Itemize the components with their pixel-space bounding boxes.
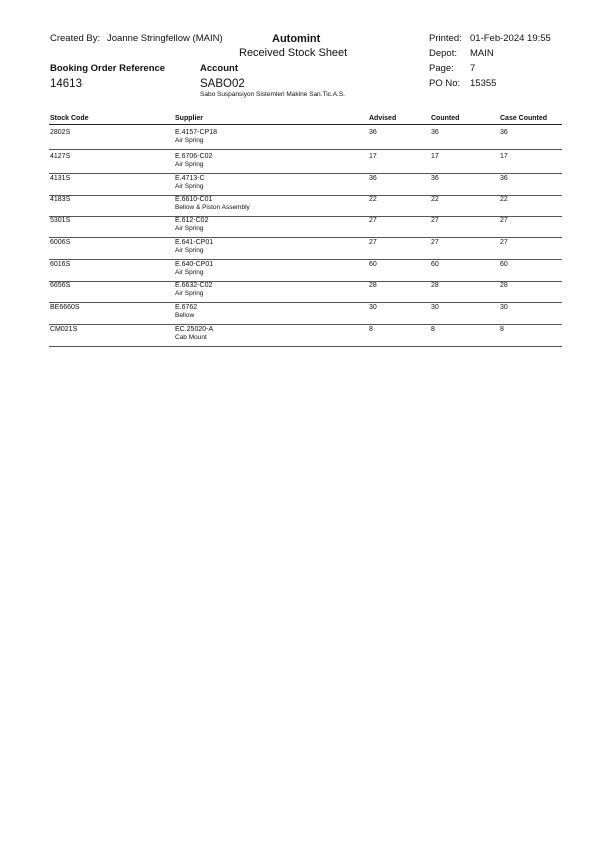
case-counted-qty: 17 [500, 153, 508, 160]
stock-code: 4131S [50, 175, 71, 182]
stock-code: 4127S [50, 153, 71, 160]
col-supplier: Supplier [175, 115, 204, 122]
advised-qty: 36 [369, 175, 377, 182]
printed-value: 01-Feb-2024 19:55 [470, 33, 551, 44]
table-row [49, 126, 562, 150]
table-row [49, 150, 562, 174]
item-description: Air Spring [175, 269, 204, 276]
booking-ref-value: 14613 [50, 78, 82, 90]
stock-code: CM021S [50, 326, 78, 333]
table-row [49, 301, 562, 325]
case-counted-qty: 28 [500, 282, 508, 289]
booking-ref-label: Booking Order Reference [50, 63, 166, 74]
advised-qty: 28 [369, 282, 377, 289]
sheet-title: Received Stock Sheet [239, 47, 348, 59]
supplier-code: E.612-C02 [175, 217, 209, 224]
supplier-code: E.6632-C02 [175, 282, 213, 289]
counted-qty: 28 [431, 282, 439, 289]
col-advised: Advised [369, 115, 397, 122]
stock-code: BE6660S [50, 304, 80, 311]
page-value: 7 [470, 63, 476, 74]
table-row [49, 323, 562, 347]
counted-qty: 8 [431, 326, 435, 333]
supplier-code: E.6762 [175, 304, 198, 311]
case-counted-qty: 30 [500, 304, 508, 311]
stock-code: 6656S [50, 282, 71, 289]
created-by-value: Joanne Stringfellow (MAIN) [107, 33, 223, 44]
created-by-label: Created By: [50, 33, 101, 44]
col-counted: Counted [431, 115, 460, 122]
counted-qty: 60 [431, 261, 439, 268]
case-counted-qty: 22 [500, 196, 508, 203]
case-counted-qty: 36 [500, 129, 508, 136]
item-description: Bellow & Piston Assembly [175, 204, 250, 211]
account-label: Account [200, 63, 238, 74]
advised-qty: 36 [369, 129, 377, 136]
item-description: Air Spring [175, 290, 204, 297]
case-counted-qty: 60 [500, 261, 508, 268]
supplier-code: E.4157-CP18 [175, 129, 218, 136]
depot-value: MAIN [470, 48, 494, 59]
supplier-code: E.6706-C02 [175, 153, 213, 160]
counted-qty: 17 [431, 153, 439, 160]
po-label: PO No: [429, 78, 461, 89]
counted-qty: 36 [431, 175, 439, 182]
counted-qty: 27 [431, 217, 439, 224]
printed-label: Printed: [429, 33, 462, 44]
po-value: 15355 [470, 78, 497, 89]
counted-qty: 27 [431, 239, 439, 246]
item-description: Air Spring [175, 137, 204, 144]
supplier-code: E.640-CP01 [175, 261, 214, 268]
item-description: Air Spring [175, 247, 204, 254]
advised-qty: 22 [369, 196, 377, 203]
supplier-code: EC.25020-A [175, 326, 214, 333]
page-label: Page: [429, 63, 454, 74]
item-description: Air Spring [175, 225, 204, 232]
advised-qty: 30 [369, 304, 377, 311]
counted-qty: 22 [431, 196, 439, 203]
header-rule [49, 124, 562, 125]
item-description: Cab Mount [175, 334, 207, 341]
counted-qty: 30 [431, 304, 439, 311]
table-row [49, 279, 562, 303]
advised-qty: 60 [369, 261, 377, 268]
case-counted-qty: 8 [500, 326, 504, 333]
col-stock-code: Stock Code [50, 115, 89, 122]
stock-code: 6006S [50, 239, 71, 246]
stock-code: 6016S [50, 261, 71, 268]
advised-qty: 27 [369, 239, 377, 246]
supplier-code: E.641-CP01 [175, 239, 214, 246]
table-row [49, 214, 562, 238]
col-case-counted: Case Counted [500, 115, 548, 122]
advised-qty: 8 [369, 326, 373, 333]
case-counted-qty: 36 [500, 175, 508, 182]
supplier-code: E.6610-C01 [175, 196, 213, 203]
case-counted-qty: 27 [500, 239, 508, 246]
account-name: Sabo Suspansiyon Sistemleri Makine San.Tic.A.S. [200, 91, 345, 98]
item-description: Air Spring [175, 161, 204, 168]
item-description: Air Spring [175, 183, 204, 190]
stock-code: 4183S [50, 196, 71, 203]
advised-qty: 27 [369, 217, 377, 224]
advised-qty: 17 [369, 153, 377, 160]
stock-code: 5301S [50, 217, 71, 224]
case-counted-qty: 27 [500, 217, 508, 224]
stock-code: 2802S [50, 129, 71, 136]
table-row [49, 236, 562, 260]
account-value: SABO02 [200, 78, 245, 90]
depot-label: Depot: [429, 48, 457, 59]
item-description: Bellow [175, 312, 195, 319]
supplier-code: E.4713-C [175, 175, 205, 182]
company-name: Automint [272, 33, 321, 45]
counted-qty: 36 [431, 129, 439, 136]
